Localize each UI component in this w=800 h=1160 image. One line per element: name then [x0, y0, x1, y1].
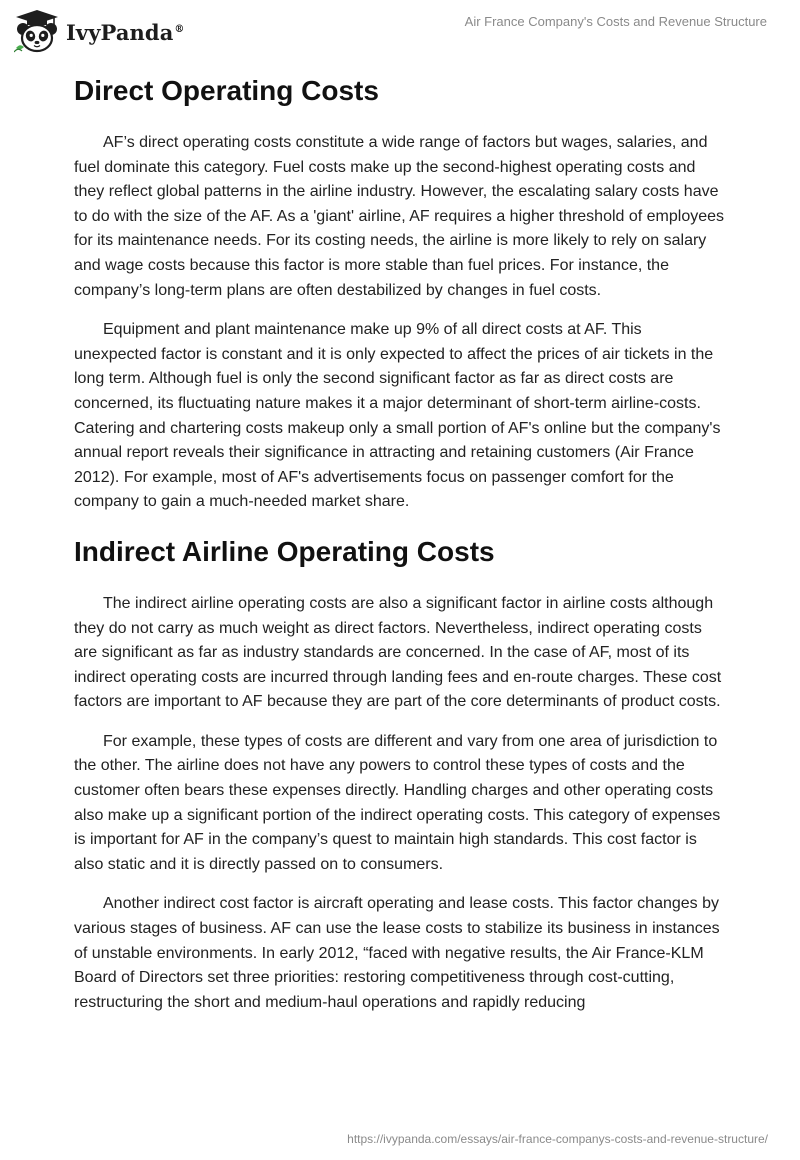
- source-url[interactable]: https://ivypanda.com/essays/air-france-companys-costs-and-revenue-structure/: [347, 1132, 768, 1146]
- essay-content: [74, 74, 728, 1015]
- paragraph: Equipment and plant maintenance make up 9% of all direct costs at AF. This unexpected factor is constant and it is only expected to affect the prices of air tickets in the long term. Although fuel is only the second significant factor as far as direct costs are concerned, its fluctuating nature makes it a major determinant of short-term airline-costs. Catering and chartering costs makeup only a small portion of AF's online but the company's annual report reveals their significance in attracting and retaining customers (Air France 2012). For example, most of AF's advertisements focus on passenger comfort for the company to gain a much-needed market share.: [74, 321, 721, 511]
- registered-mark: ®: [174, 23, 185, 35]
- brand-name: IvyPanda®: [66, 19, 185, 45]
- document-title: Air France Company's Costs and Revenue Structure: [464, 14, 767, 29]
- panda-graduate-icon: [14, 9, 60, 53]
- paragraph: Another indirect cost factor is aircraft operating and lease costs. This factor changes by various stages of business. AF can use the lease costs to stabilize its business in instances of unstable environments. In early 2012, “faced with negative results, the Air France-KLM Board of Directors set three priorities: restoring competitiveness through cost-cutting, restructuring the short and medium-haul operations and rapidly reducing: [74, 895, 720, 1011]
- brand-logo[interactable]: [14, 9, 185, 53]
- paragraph: The indirect airline operating costs are also a significant factor in airline costs although they do not carry as much weight as direct factors. Nevertheless, indirect operating costs are significant as far as industry standards are concerned. In the case of AF, most of its indirect operating costs are incurred through landing fees and en-route charges. These cost factors are important to AF because they are part of the core determinants of product costs.: [74, 594, 722, 711]
- section-heading: Direct Operating Costs: [74, 75, 379, 106]
- paragraph: For example, these types of costs are different and vary from one area of jurisdiction to the other. The airline does not have any powers to control these types of costs and the customer often bears these expenses directly. Handling charges and other operating costs also make up a significant portion of the indirect operating costs. This category of expenses is important for AF in the company’s quest to maintain high standards. This cost factor is also static and it is directly passed on to consumers.: [74, 732, 721, 873]
- page-header: [0, 0, 800, 60]
- paragraph: AF’s direct operating costs constitute a wide range of factors but wages, salaries, and fuel dominate this category. Fuel costs make up the second-highest operating costs and they reflect global patterns in the airline industry. However, the escalating salary costs have to do with the size of the AF. As a 'giant' airline, AF requires a higher threshold of employees for its maintenance needs. For its costing needs, the airline is more likely to rely on salary and wage costs because this factor is more stable than fuel prices. For instance, the company’s long-term plans are often destabilized by changes in fuel costs.: [74, 134, 725, 299]
- section-heading: Indirect Airline Operating Costs: [74, 535, 495, 567]
